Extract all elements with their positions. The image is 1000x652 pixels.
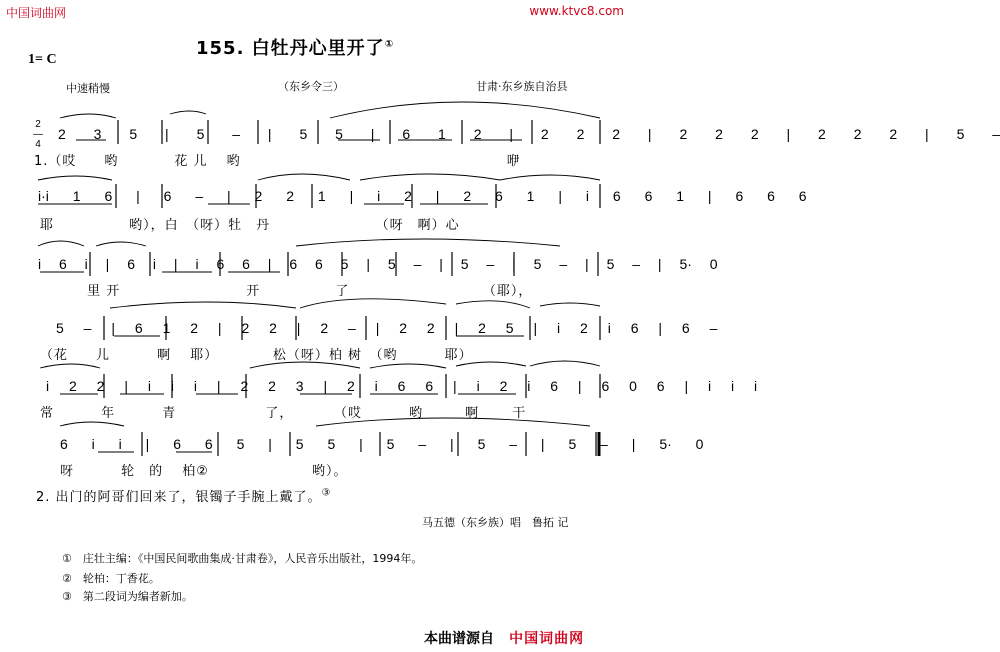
watermark-site-name: 中国词曲网	[6, 6, 67, 20]
lyric-line-4: （花 儿 啊 耶） 松（呀）柏 树 （哟 耶）	[40, 348, 473, 363]
score-row-6: 6 i i | 6 6 5 | 5 5 | 5 – | 5 – | 5 – | 5· 0	[60, 436, 704, 452]
score-row-2: i·i 1 6 | 6 – | 2 2 1 | i 2 | 2 6 1 | i 6 6 1 | 6 6 6	[38, 188, 807, 204]
lyric-line-6: 呀 轮 的 柏② 哟）。	[60, 464, 348, 479]
source-footer	[424, 628, 584, 648]
score-row-5: i 2 2 | i i i | 2 2 3 | 2 i 6 6 | i 2 i 6 | 6 0 6 | i i i	[46, 378, 758, 394]
lyric-line-2: 耶 哟），白 （呀）牡 丹 （呀 啊）心	[40, 218, 460, 233]
score-row-3: i 6 i | 6 i | i 6 6 | 6 6 5 | 5 – | 5 – | 5 – | 5 – | 5· 0	[38, 256, 718, 272]
lyric-line-3: 里 开 开 了 （耶），	[40, 284, 533, 299]
title-footnote-mark: ①	[384, 39, 395, 50]
footnote-2: ② 轮柏：丁香花。	[62, 572, 160, 585]
footnote-1: ① 庄壮主编：《中国民间歌曲集成·甘肃卷》，人民音乐出版社，1994年。	[62, 552, 423, 565]
source-site[interactable]: 中国词曲网	[509, 631, 585, 647]
watermark-url: www.ktvc8.com	[529, 4, 624, 18]
source-label: 本曲谱源自	[424, 631, 494, 647]
key-signature: 1= C	[28, 52, 57, 67]
time-signature: 2 — 4	[33, 119, 43, 150]
footnote-3: ③ 第二段词为编者新加。	[62, 590, 193, 603]
tempo-marking: 中速稍慢	[66, 82, 110, 95]
song-subtitle: （东乡令三）	[278, 80, 344, 93]
performer-credits: 马五德（东乡族）唱 鲁拓 记	[422, 516, 569, 529]
lyric-line-1: 1.（哎 哟 花 儿 哟 咿	[34, 154, 521, 169]
region-label: 甘肃·东乡族自治县	[476, 80, 568, 93]
song-title: 155. 白牡丹心里开了①	[196, 38, 395, 59]
score-row-4: 5 – | 6 1 2 | 2 2 | 2 – | 2 2 | 2 5 | i 2 i 6 | 6 –	[56, 320, 718, 336]
score-row-1: 2 3 5 | 5 – | 5 5 | 6 1 2 | 2 2 2 | 2 2 2 | 2 2 2 | 5 –	[58, 126, 1000, 142]
verse-2-footnote-mark: ③	[321, 487, 332, 499]
verse-2-lyrics: 2. 出门的阿哥们回来了，银镯子手腕上戴了。③	[36, 487, 332, 505]
lyric-line-5: 常 年 青 了， （哎 哟 啊 干	[40, 406, 527, 421]
